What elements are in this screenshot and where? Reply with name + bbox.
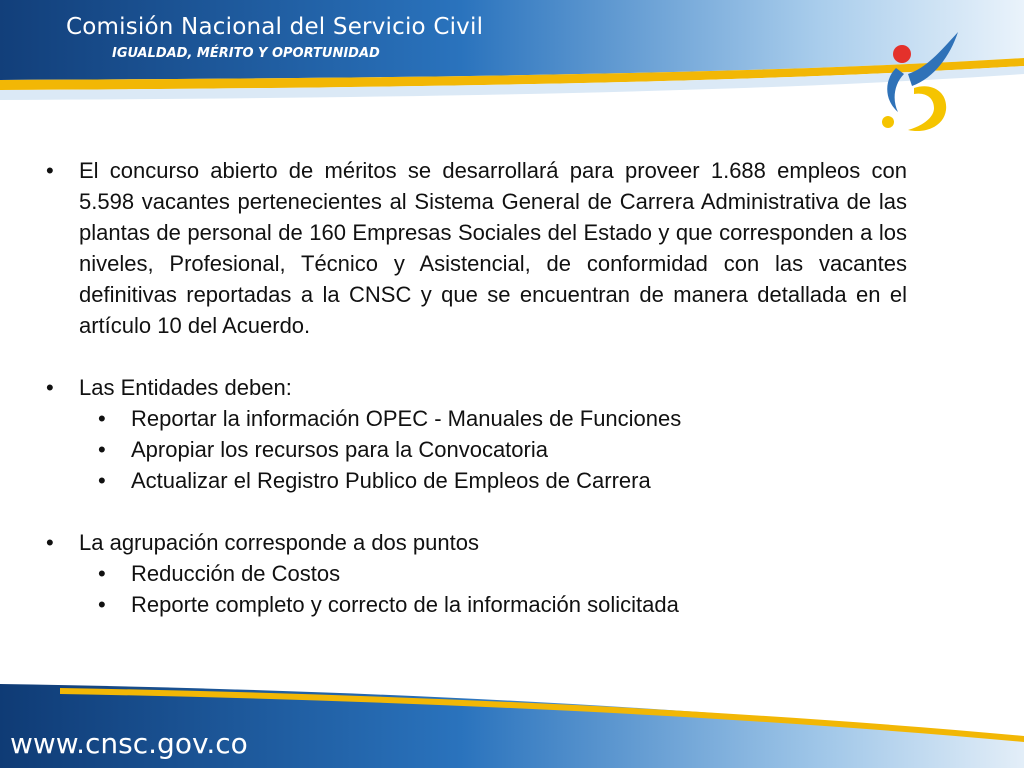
organization-title: Comisión Nacional del Servicio Civil bbox=[66, 14, 484, 40]
heading-agrupacion: • La agrupación corresponde a dos puntos bbox=[46, 527, 907, 558]
slide-content bbox=[46, 155, 907, 620]
list-item: • Reducción de Costos bbox=[46, 558, 907, 589]
list-item: • Reporte completo y correcto de la información solicitada bbox=[46, 589, 907, 620]
cnsc-logo-icon bbox=[874, 22, 964, 140]
paragraph-concurso: • El concurso abierto de méritos se desarrollará para proveer 1.688 empleos con 5.598 vacantes pertenecientes al Sistema General de Carrera Administrativa de las plantas de personal de 160 Empresas Sociales del Estado y que corresponden a los niveles, Profesional, Técnico y Asistencial, de conformidad con las vacantes definitivas reportadas a la CNSC y que se encuentran de manera detallada en el artículo 10 del Acuerdo. bbox=[46, 155, 907, 341]
heading-entidades: • Las Entidades deben: bbox=[46, 372, 907, 403]
list-item: • Actualizar el Registro Publico de Empleos de Carrera bbox=[46, 465, 907, 496]
list-item: • Apropiar los recursos para la Convocatoria bbox=[46, 434, 907, 465]
organization-tagline: IGUALDAD, MÉRITO Y OPORTUNIDAD bbox=[112, 46, 380, 61]
website-url: www.cnsc.gov.co bbox=[10, 727, 248, 760]
list-item: • Reportar la información OPEC - Manuales de Funciones bbox=[46, 403, 907, 434]
